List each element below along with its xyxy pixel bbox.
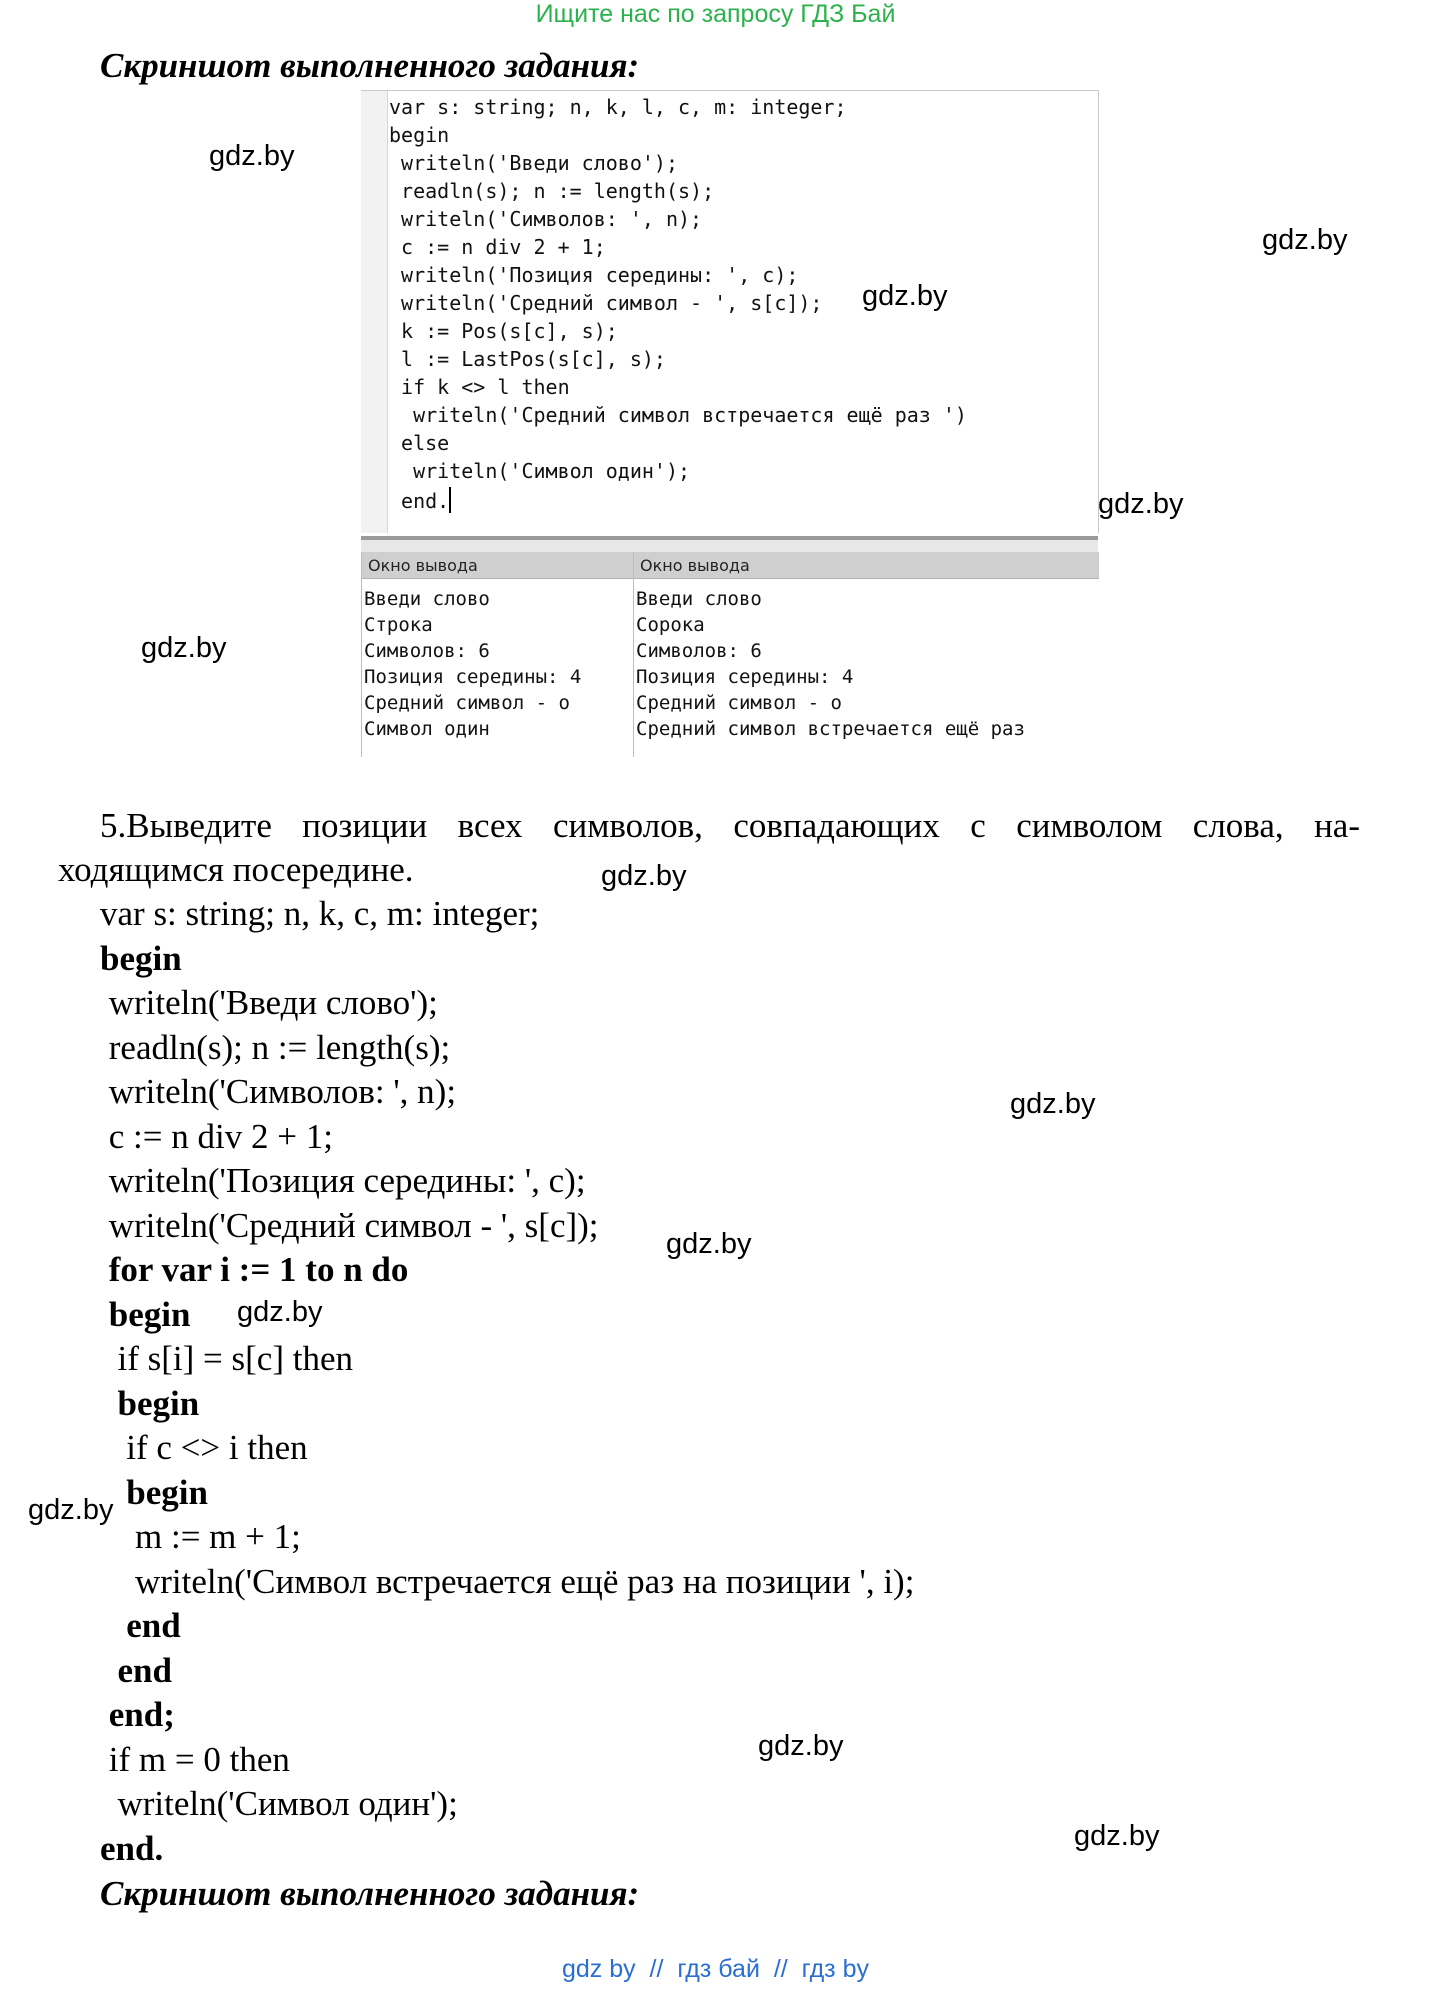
code-line: writeln('Введи слово');	[389, 151, 678, 175]
task-statement-line-2: ходящимся посередине.	[58, 850, 414, 889]
code-line: begin	[389, 123, 450, 147]
listing-line: if m = 0 then	[100, 1740, 290, 1779]
watermark: gdz.by	[209, 140, 295, 172]
listing-line: writeln('Позиция середины: ', c);	[100, 1161, 586, 1200]
code-line: if k <> l then	[389, 375, 570, 399]
watermark: gdz.by	[237, 1296, 323, 1328]
output-line: Символов: 6	[636, 640, 762, 662]
watermark: gdz.by	[862, 280, 948, 312]
text-caret	[449, 487, 451, 513]
code-line: else	[389, 431, 450, 455]
watermark: gdz.by	[601, 860, 687, 892]
listing-line: if s[i] = s[c] then	[100, 1339, 353, 1378]
listing-line: begin	[100, 1384, 200, 1423]
code-line: writeln('Символ один');	[389, 459, 691, 483]
listing-line: readln(s); n := length(s);	[100, 1028, 451, 1067]
watermark: gdz.by	[1262, 224, 1348, 256]
listing-line: writeln('Символ встречается ещё раз на позиции ', i);	[100, 1562, 915, 1601]
output-line: Символов: 6	[364, 640, 490, 662]
screenshot-heading: Скриншот выполненного задания:	[100, 46, 640, 85]
listing-line: writeln('Символ один');	[100, 1784, 458, 1823]
output-window-1	[361, 552, 633, 757]
watermark: gdz.by	[1010, 1088, 1096, 1120]
code-line: writeln('Средний символ - ', s[c]);	[389, 291, 823, 315]
code-line: l := LastPos(s[c], s);	[389, 347, 666, 371]
output-line: Сорока	[636, 614, 705, 636]
code-text: end.	[389, 489, 450, 513]
listing-line: for var i := 1 to n do	[100, 1250, 409, 1289]
output-line: Строка	[364, 614, 433, 636]
listing-line: writeln('Средний символ - ', s[c]);	[100, 1206, 599, 1245]
code-line: writeln('Средний символ встречается ещё раз ')	[389, 403, 967, 427]
output-line: Введи слово	[364, 588, 490, 610]
watermark: gdz.by	[666, 1228, 752, 1260]
code-line: readln(s); n := length(s);	[389, 179, 715, 203]
code-line	[389, 487, 451, 513]
listing-line: end;	[100, 1695, 175, 1734]
bottom-banner[interactable]: gdz by // гдз бай // гдз by	[561, 1955, 869, 1983]
listing-line: writeln('Введи слово');	[100, 983, 438, 1022]
watermark: gdz.by	[1074, 1820, 1160, 1852]
listing-line: c := n div 2 + 1;	[100, 1117, 333, 1156]
output-line: Позиция середины: 4	[364, 666, 582, 688]
listing-line: var s: string; n, k, c, m: integer;	[100, 894, 540, 933]
top-banner[interactable]: Ищите нас по запросу ГДЗ Бай	[535, 0, 896, 28]
output-line: Позиция середины: 4	[636, 666, 854, 688]
output-line: Средний символ - о	[364, 692, 570, 714]
output-line: Введи слово	[636, 588, 762, 610]
task-statement-line-1: 5.Выведите позиции всех символов, совпадающих с символом слова, на-	[100, 806, 1360, 845]
listing-line: end	[100, 1606, 181, 1645]
code-line: writeln('Символов: ', n);	[389, 207, 703, 231]
listing-line: writeln('Символов: ', n);	[100, 1072, 457, 1111]
code-editor	[361, 90, 1099, 533]
listing-line: begin	[100, 1473, 208, 1512]
watermark: gdz.by	[1098, 488, 1184, 520]
output-line: Средний символ встречается ещё раз	[636, 718, 1025, 740]
watermark: gdz.by	[28, 1494, 114, 1526]
listing-line: end.	[100, 1829, 164, 1868]
listing-line: begin	[100, 1295, 191, 1334]
listing-line: begin	[100, 939, 182, 978]
output-window-title: Окно вывода	[634, 552, 1099, 579]
code-line: writeln('Позиция середины: ', c);	[389, 263, 799, 287]
code-line: k := Pos(s[c], s);	[389, 319, 618, 343]
output-window-2	[633, 552, 1099, 757]
editor-gutter	[361, 91, 388, 533]
listing-line: if c <> i then	[100, 1428, 308, 1467]
listing-line: end	[100, 1651, 172, 1690]
ide-screenshot	[361, 90, 1098, 757]
output-window-title: Окно вывода	[362, 552, 633, 579]
output-line: Средний символ - о	[636, 692, 842, 714]
code-line: c := n div 2 + 1;	[389, 235, 606, 259]
screenshot-heading: Скриншот выполненного задания:	[100, 1874, 640, 1913]
code-line: var s: string; n, k, l, c, m: integer;	[389, 95, 847, 119]
watermark: gdz.by	[141, 632, 227, 664]
output-line: Символ один	[364, 718, 490, 740]
editor-horizontal-scrollbar[interactable]	[361, 536, 1098, 552]
watermark: gdz.by	[758, 1730, 844, 1762]
listing-line: m := m + 1;	[100, 1517, 301, 1556]
